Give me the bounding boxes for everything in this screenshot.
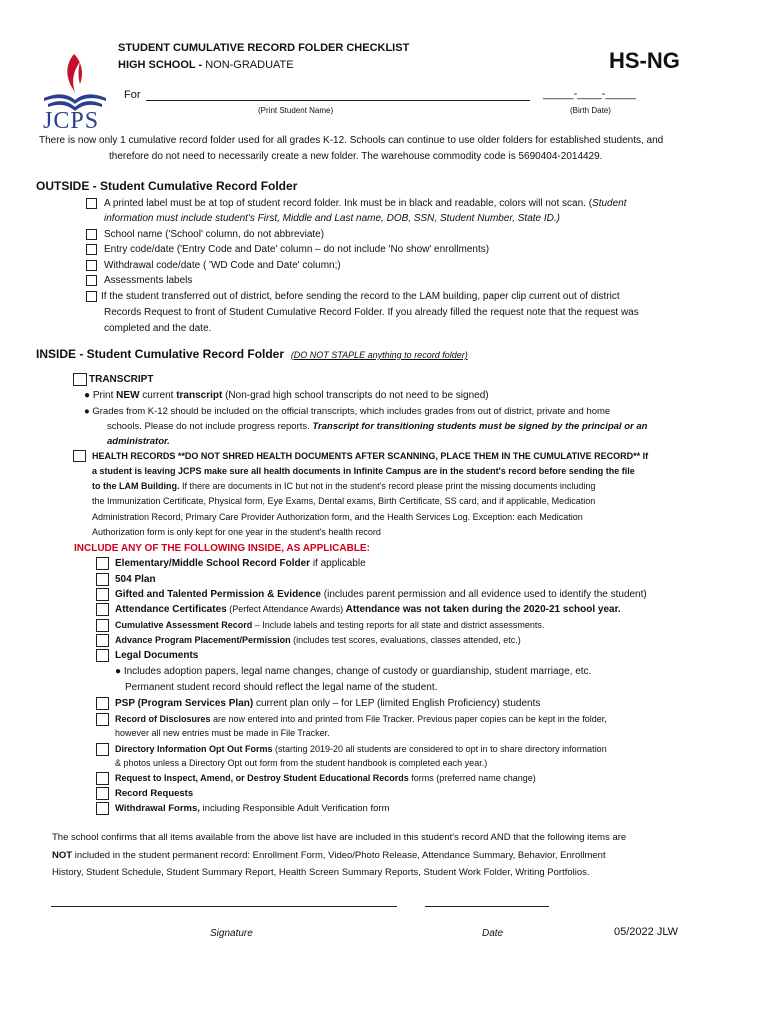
logo-text: JCPS: [43, 108, 100, 134]
torch-icon: [40, 52, 110, 114]
form-title: STUDENT CUMULATIVE RECORD FOLDER CHECKLIST: [118, 42, 410, 54]
outside-item-label: A printed label must be at top of student record folder. Ink must be in black and readable, colors will not scan. (Student: [104, 198, 627, 209]
health-line-4: the Immunization Certificate, Physical form, Eye Exams, Dental exams, Birth Certificate, SS card, and if applicable, Medication: [92, 496, 596, 506]
legal-bullet-2: Permanent student record should reflect the legal name of the student.: [125, 682, 438, 693]
gifted-talented-checkbox[interactable]: [96, 588, 109, 601]
outside-label-checkbox[interactable]: [86, 198, 97, 209]
include-item-2: 504 Plan: [115, 574, 156, 585]
outside-item-transfer-cont2: completed and the date.: [104, 323, 212, 334]
include-item-9-cont: however all new entries must be made in File Tracker.: [115, 728, 330, 738]
inside-heading: INSIDE - Student Cumulative Record Folder (DO NOT STAPLE anything to record folder): [36, 347, 468, 361]
outside-item-transfer: If the student transferred out of district, before sending the record to the LAM building, paper clip current out of district: [101, 291, 620, 302]
transcript-checkbox[interactable]: [73, 373, 87, 386]
include-item-3: Gifted and Talented Permission & Evidence (includes parent permission and all evidence used to identify the student): [115, 589, 647, 600]
health-line-6: Authorization form is only kept for one year in the student's health record: [92, 527, 381, 537]
date-field[interactable]: [425, 906, 549, 907]
outside-item-withdrawal: Withdrawal code/date ( 'WD Code and Date' column;): [104, 260, 341, 271]
signature-field[interactable]: [51, 906, 397, 907]
attendance-cert-checkbox[interactable]: [96, 603, 109, 616]
print-name-label: (Print Student Name): [258, 106, 334, 115]
transcript-bullet-1: ● Print NEW current transcript (Non-grad high school transcripts do not need to be signed): [84, 390, 489, 401]
transcript-label: TRANSCRIPT: [89, 374, 154, 385]
outside-assessments-checkbox[interactable]: [86, 275, 97, 286]
birth-date-label: (Birth Date): [570, 106, 611, 115]
legal-documents-checkbox[interactable]: [96, 649, 109, 662]
outside-item-school: School name ('School' column, do not abbreviate): [104, 229, 325, 240]
legal-bullet-1: ● Includes adoption papers, legal name changes, change of custody or guardianship, student marriage, etc.: [115, 666, 592, 677]
include-item-6: Advance Program Placement/Permission (includes test scores, evaluations, classes attended, etc.): [115, 635, 521, 645]
confirm-line-3: History, Student Schedule, Student Summary Report, Health Screen Summary Reports, Student Work Folder, Writing Portfolios.: [52, 867, 590, 878]
include-item-12: Record Requests: [115, 788, 194, 799]
student-name-field[interactable]: [146, 100, 530, 101]
outside-entry-checkbox[interactable]: [86, 244, 97, 255]
outside-item-transfer-cont1: Records Request to front of Student Cumulative Record Folder. If you already filled the request note that the request was: [104, 307, 639, 318]
psp-checkbox[interactable]: [96, 697, 109, 710]
for-label: For: [124, 89, 141, 101]
include-item-13: Withdrawal Forms, including Responsible Adult Verification form: [115, 803, 390, 814]
transcript-bullet-2-cont: schools. Please do not include progress reports. Transcript for transitioning students must be signed by the principal or an: [107, 421, 648, 432]
request-inspect-checkbox[interactable]: [96, 772, 109, 785]
form-subtitle: HIGH SCHOOL - NON-GRADUATE: [118, 59, 294, 71]
outside-item-label-cont: information must include student's First, Middle and Last name, DOB, SSN, Student Number, State ID.): [104, 213, 561, 224]
include-heading: INCLUDE ANY OF THE FOLLOWING INSIDE, AS APPLICABLE:: [74, 543, 370, 554]
health-line-5: Administration Record, Primary Care Provider Authorization form, and the Health Services Log. Exception: each Medication: [92, 512, 583, 522]
include-item-9: Record of Disclosures are now entered into and printed from File Tracker. Previous paper copies can be kept in the folder,: [115, 714, 607, 724]
confirm-line-1: The school confirms that all items available from the above list have are included in this student's record AND that the following items are: [52, 832, 627, 843]
health-line-3: to the LAM Building. If there are documents in IC but not in the student's record please print the missing documents including: [92, 481, 596, 491]
include-item-10-cont: & photos unless a Directory Opt out form from the student handbook is completed each year.): [115, 758, 488, 768]
record-requests-checkbox[interactable]: [96, 787, 109, 800]
include-item-7: Legal Documents: [115, 650, 199, 661]
health-line-2: a student is leaving JCPS make sure all health documents in Infinite Campus are in the student's record before sending the file: [92, 466, 635, 476]
birth-date-field[interactable]: _____-____-_____: [543, 88, 636, 100]
withdrawal-forms-checkbox[interactable]: [96, 802, 109, 815]
include-item-5: Cumulative Assessment Record – Include labels and testing reports for all state and district assessments.: [115, 620, 545, 630]
transcript-bullet-2-cont2: administrator.: [107, 436, 170, 447]
outside-item-assessments: Assessments labels: [104, 275, 193, 286]
elem-middle-folder-checkbox[interactable]: [96, 557, 109, 570]
form-code: HS-NG: [609, 48, 680, 73]
signature-label: Signature: [210, 928, 253, 939]
outside-item-entry: Entry code/date ('Entry Code and Date' column – do not include 'No show' enrollments): [104, 244, 490, 255]
outside-heading: OUTSIDE - Student Cumulative Record Folder: [36, 179, 298, 193]
intro-line-1: There is now only 1 cumulative record folder used for all grades K-12. Schools can continue to use older folders for established students, and: [39, 135, 664, 146]
include-item-4: Attendance Certificates (Perfect Attendance Awards) Attendance was not taken during the 2020-21 school year.: [115, 604, 621, 615]
transcript-bullet-2: ● Grades from K-12 should be included on the official transcripts, which includes grades from out of district, private and home: [84, 406, 611, 417]
outside-school-checkbox[interactable]: [86, 229, 97, 240]
outside-withdrawal-checkbox[interactable]: [86, 260, 97, 271]
504-plan-checkbox[interactable]: [96, 573, 109, 586]
include-item-10: Directory Information Opt Out Forms (starting 2019-20 all students are considered to opt in to share directory information: [115, 744, 607, 754]
date-label: Date: [482, 928, 504, 939]
intro-line-2: therefore do not need to necessarily create a new folder. The warehouse commodity code is 5690404-2014429.: [109, 151, 603, 162]
record-of-disclosures-checkbox[interactable]: [96, 713, 109, 726]
advance-program-checkbox[interactable]: [96, 634, 109, 647]
health-records-checkbox[interactable]: [73, 450, 86, 462]
version-label: 05/2022 JLW: [614, 926, 679, 938]
inside-heading-note: (DO NOT STAPLE anything to record folder): [290, 350, 468, 360]
cumulative-assessment-checkbox[interactable]: [96, 619, 109, 632]
include-item-11: Request to Inspect, Amend, or Destroy Student Educational Records forms (preferred name change): [115, 773, 536, 783]
include-item-1: Elementary/Middle School Record Folder if applicable: [115, 558, 366, 569]
include-item-8: PSP (Program Services Plan) current plan only – for LEP (limited English Proficiency) students: [115, 698, 541, 709]
outside-transfer-checkbox[interactable]: [86, 291, 97, 302]
health-line-1: HEALTH RECORDS **DO NOT SHRED HEALTH DOCUMENTS AFTER SCANNING, PLACE THEM IN THE CUMULATIVE RECORD** If: [92, 451, 649, 461]
directory-opt-out-checkbox[interactable]: [96, 743, 109, 756]
jcps-logo: [40, 52, 110, 132]
confirm-line-2: NOT included in the student permanent record: Enrollment Form, Video/Photo Release, Attendance Summary, Behavior, Enrollment: [52, 850, 606, 861]
